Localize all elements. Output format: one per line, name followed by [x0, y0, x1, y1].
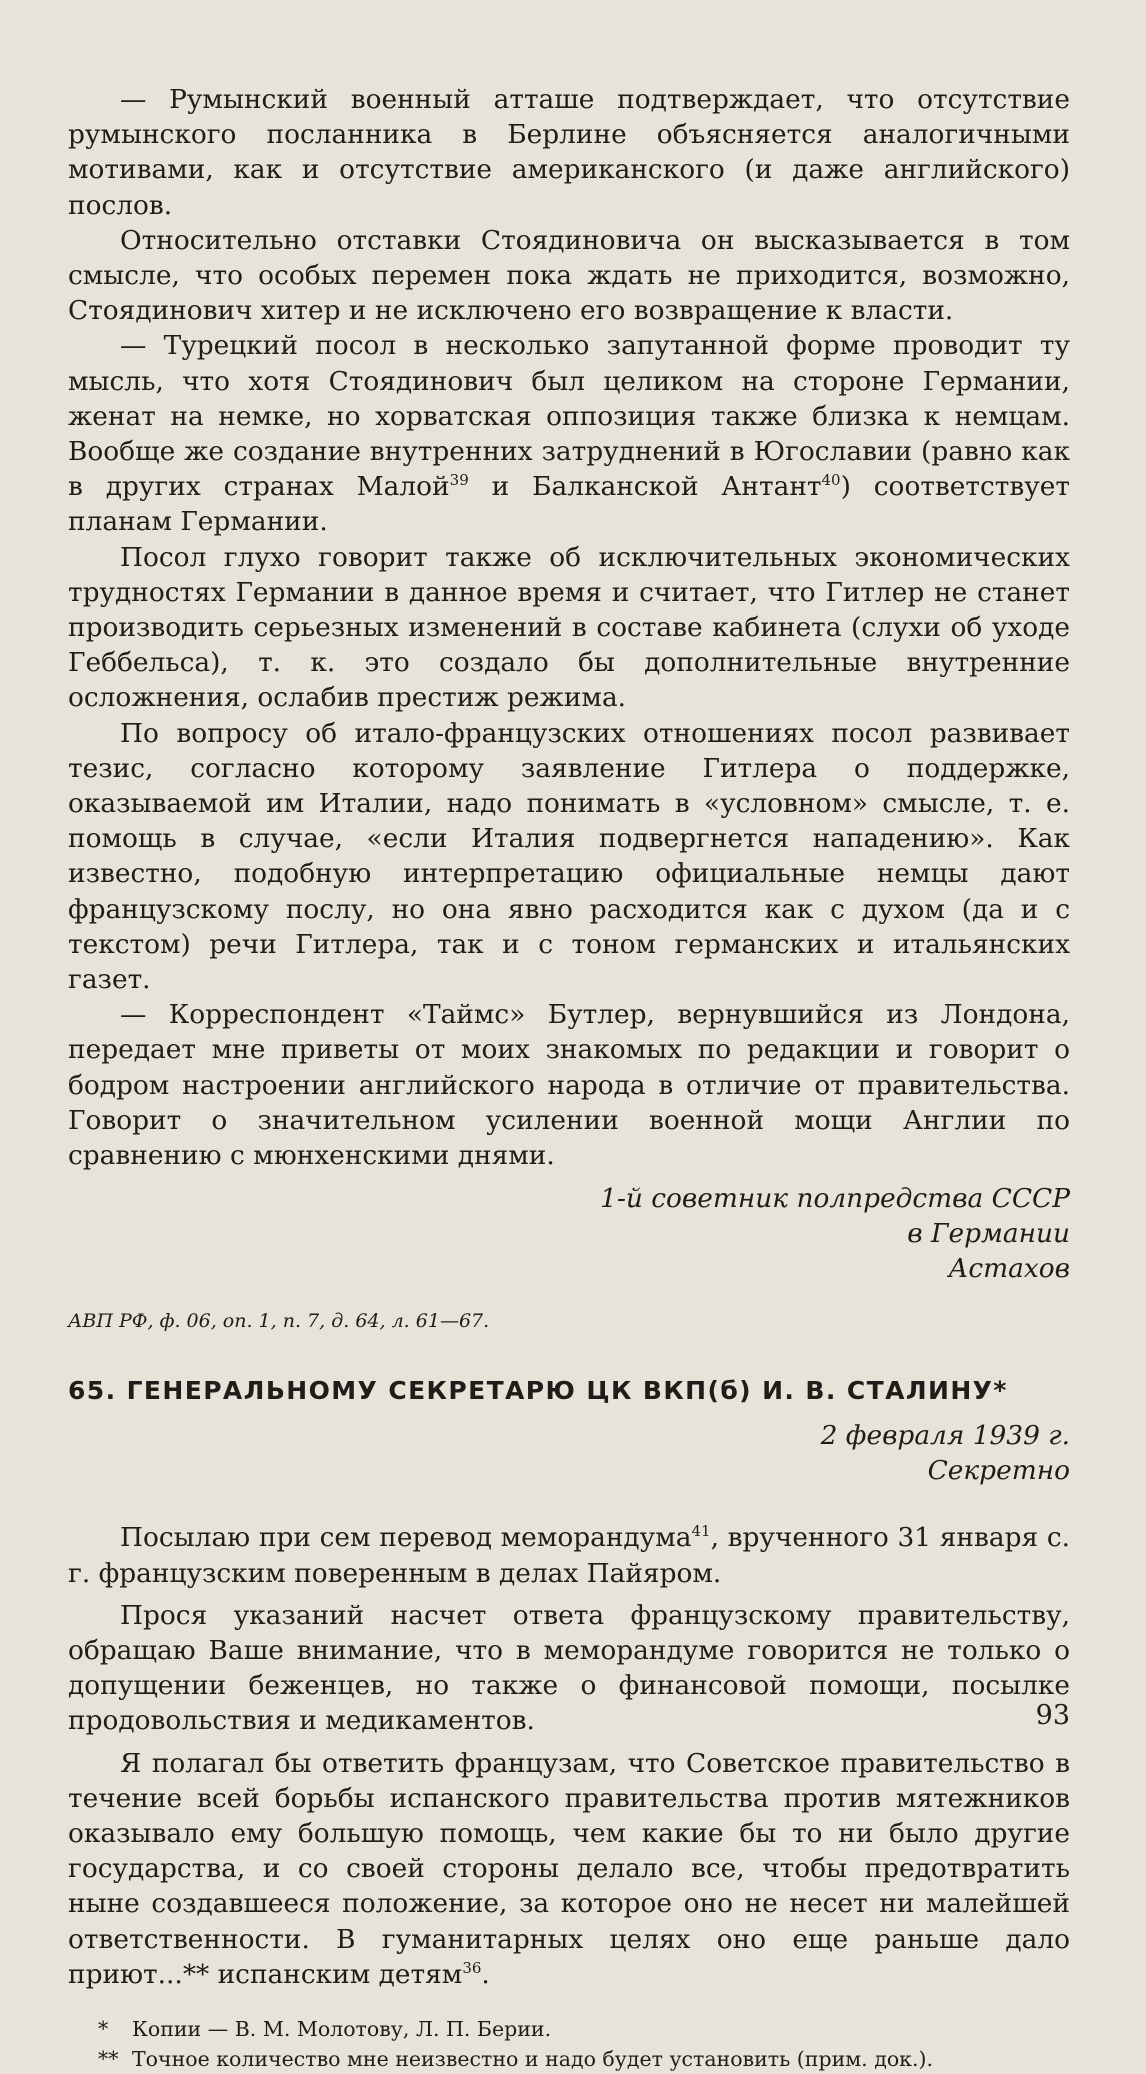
paragraph-economic-difficulties: Посол глухо говорит также об исключительных экономических трудностях Германии в данное время и считает, что Гитлер не станет производить серьезных изменений в составе кабинета (слухи об уходе Геббельса), т. к. это создало бы дополнительные внутренние осложнения, ослабив престиж режима. — [68, 541, 1070, 714]
document-body — [68, 1520, 1070, 1992]
page-number: 93 — [1035, 1700, 1070, 1731]
document-meta — [68, 1418, 1070, 1488]
footnote-mark: ** — [98, 2046, 119, 2071]
footnotes — [68, 2014, 1070, 2074]
paragraph-turkish-ambassador: — Турецкий посол в несколько запутанной форме проводит ту мысль, что хотя Стоядинович был целиком на стороне Германии, женат на немке, но хорватская оппозиция также близка к немцам. Вообще же создание внутренних затруднений в Югославии (равно как в других странах Малой$^{39}$ и Балканской Антант$^{40}$) соответствует планам Германии. — [68, 330, 1070, 538]
signature-name: Астахов — [948, 1253, 1070, 1285]
footnote-ref-39: 39 — [449, 471, 469, 490]
footnote-ref-41: 41 — [691, 1522, 711, 1541]
paragraph-italo-french-relations: По вопросу об итало-французских отношениях посол развивает тезис, согласно которому заявление Гитлера о поддержке, оказываемой им Италии, надо понимать в «условном» смысле, т. е. помощь в случае, «если Италия подвергнется нападению». Как известно, подобную интерпретацию официальные немцы дают французскому послу, но она явно расходится как с духом (да и с текстом) речи Гитлера, так и с тоном германских и итальянских газет. — [68, 717, 1070, 996]
archive-reference: АВП РФ, ф. 06, оп. 1, п. 7, д. 64, л. 61—67. — [68, 1310, 490, 1333]
signature-position: 1-й советник полпредства СССР — [600, 1183, 1070, 1215]
signature-location: в Германии — [907, 1218, 1070, 1250]
paragraph-stoyadinovich-resignation: Относительно отставки Стоядиновича он высказывается в том смысле, что особых перемен пока ждать не приходится, возможно, Стоядинович хитер и не исключено его возвращение к власти. — [68, 224, 1070, 327]
signature-block — [68, 1181, 1070, 1286]
footnote-ref-36: 36 — [462, 1958, 482, 1977]
document-date: 2 февраля 1939 г. — [820, 1420, 1070, 1452]
footnote-ref-40: 40 — [821, 471, 841, 490]
paragraph-romanian-attache: — Румынский военный атташе подтверждает, что отсутствие румынского посланника в Берлине объясняется аналогичными мотивами, как и отсутствие американского (и даже английского) послов. — [68, 84, 1070, 221]
document-classification: Секретно — [927, 1455, 1070, 1487]
document-title: 65. ГЕНЕРАЛЬНОМУ СЕКРЕТАРЮ ЦК ВКП(б) И. В. СТАЛИНУ* — [68, 1376, 1008, 1406]
paragraph-memorandum: Посылаю при сем перевод меморандума$^{41}$, врученного 31 января с. г. французским поверенным в делах Пайяром. — [68, 1522, 1070, 1589]
paragraph-proposed-answer: Я полагал бы ответить французам, что Советское правительство в течение всей борьбы испанского правительства против мятежников оказывало ему большую помощь, чем какие бы то ни было другие государства, и со своей стороны делало все, чтобы предотвратить ныне создавшееся положение, за которое оно не несет ни малейшей ответственности. В гуманитарных целях оно еще раньше дало приют...** испанским детям$^{36}$. — [68, 1747, 1070, 1990]
footnote-mark: * — [98, 2016, 109, 2041]
paragraph-request-instructions: Прося указаний насчет ответа французскому правительству, обращаю Ваше внимание, что в меморандуме говорится не только о допущении беженцев, но также о финансовой помощи, посылке продовольствия и медикаментов. — [68, 1599, 1070, 1737]
footnote: ** Точное количество мне неизвестно и надо будет установить (прим. док.). — [68, 2044, 1070, 2074]
paragraph-times-correspondent: — Корреспондент «Таймс» Бутлер, вернувшийся из Лондона, передает мне приветы от моих знакомых по редакции и говорит о бодром настроении английского народа в отличие от правительства. Говорит о значительном усилении военной мощи Англии по сравнению с мюнхенскими днями. — [68, 999, 1070, 1172]
footnote: * Копии — В. М. Молотову, Л. П. Берии. — [68, 2014, 1070, 2044]
